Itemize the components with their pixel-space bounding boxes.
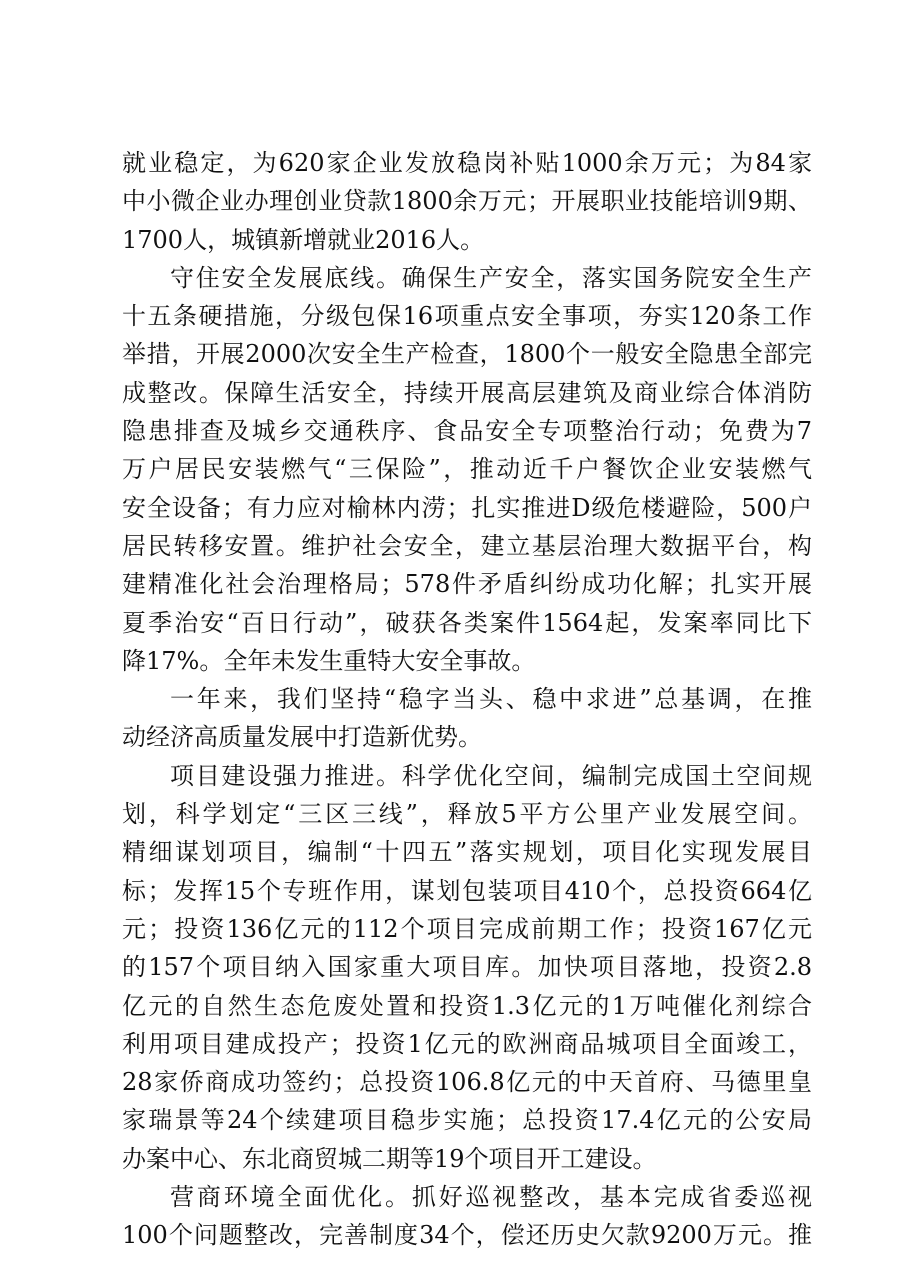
text-line: 标；发挥15个专班作用，谋划包装项目410个，总投资664亿 [122, 876, 812, 905]
text-line: 的157个项目纳入国家重大项目库。加快项目落地，投资2.8 [122, 953, 812, 982]
text-line: 28家侨商成功签约；总投资106.8亿元的中天首府、马德里皇 [122, 1068, 812, 1097]
text-line: 降17%。全年未发生重特大安全事故。 [122, 646, 536, 675]
text-line: 隐患排查及城乡交通秩序、食品安全专项整治行动；免费为7 [122, 417, 812, 446]
text-line: 建精准化社会治理格局；578件矛盾纠纷成功化解；扎实开展 [122, 570, 812, 599]
text-line: 举措，开展2000次安全生产检查，1800个一般安全隐患全部完 [122, 340, 812, 369]
document-body-text [122, 144, 812, 1255]
text-line: 1700人，城镇新增就业2016人。 [122, 225, 485, 254]
text-line: 利用项目建成投产；投资1亿元的欧洲商品城项目全面竣工， [122, 1029, 812, 1058]
text-line: 成整改。保障生活安全，持续开展高层建筑及商业综合体消防 [122, 378, 812, 407]
text-line: 元；投资136亿元的112个项目完成前期工作；投资167亿元 [122, 914, 812, 943]
text-line: 100个问题整改，完善制度34个，偿还历史欠款9200万元。推 [122, 1221, 812, 1250]
text-line: 家瑞景等24个续建项目稳步实施；总投资17.4亿元的公安局 [122, 1106, 812, 1135]
text-line: 就业稳定，为620家企业发放稳岗补贴1000余万元；为84家 [122, 149, 812, 177]
text-line: 十五条硬措施，分级包保16项重点安全事项，夯实120条工作 [122, 302, 812, 331]
text-line: 夏季治安“百日行动”，破获各类案件1564起，发案率同比下 [122, 608, 812, 637]
text-line: 居民转移安置。维护社会安全，建立基层治理大数据平台，构 [122, 531, 812, 560]
text-line: 划，科学划定“三区三线”，释放5平方公里产业发展空间。 [122, 800, 812, 829]
text-line: 项目建设强力推进。科学优化空间，编制完成国土空间规 [170, 761, 812, 790]
text-line: 精细谋划项目，编制“十四五”落实规划，项目化实现发展目 [122, 838, 812, 867]
text-line: 万户居民安装燃气“三保险”，推动近千户餐饮企业安装燃气 [122, 455, 812, 484]
text-line: 营商环境全面优化。抓好巡视整改，基本完成省委巡视 [170, 1183, 812, 1212]
text-line: 亿元的自然生态危废处置和投资1.3亿元的1万吨催化剂综合 [122, 991, 812, 1020]
text-line: 中小微企业办理创业贷款1800余万元；开展职业技能培训9期、 [122, 187, 812, 216]
text-line: 一年来，我们坚持“稳字当头、稳中求进”总基调，在推 [170, 685, 812, 714]
text-line: 守住安全发展底线。确保生产安全，落实国务院安全生产 [170, 263, 812, 292]
text-line: 动经济高质量发展中打造新优势。 [122, 723, 482, 752]
text-line: 办案中心、东北商贸城二期等19个项目开工建设。 [122, 1144, 657, 1173]
text-line: 安全设备；有力应对榆林内涝；扎实推进D级危楼避险，500户 [122, 493, 812, 522]
